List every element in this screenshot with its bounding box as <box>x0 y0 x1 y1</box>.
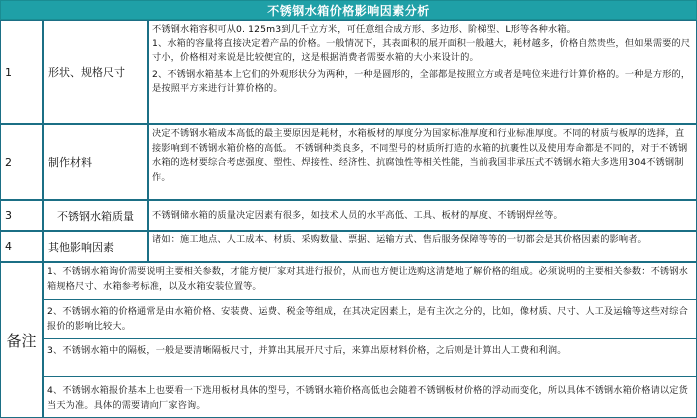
row-content <box>148 20 697 124</box>
table-title: 不锈钢水箱价格影响因素分析 <box>0 0 697 20</box>
row-line: 2、不锈钢水箱基本上它们的外观形状分为两种，一种是圆形的，全部都是按照立方或者是吨位来进行计算价格的。一种是方形的，是按照平方来进行计算价格的。 <box>152 69 691 94</box>
row-number: 4 <box>0 231 43 262</box>
row-line: 不锈钢水箱容积可从0. 125m3到几千立方米，可任意组合成方形、多边形、阶梯型、L形等各种水箱。 <box>152 24 576 35</box>
note-item: 3、不锈钢水箱中的隔板，一般是要清晰隔板尺寸，并算出其展开尺寸后，来算出原材料价格，之后则是计算出人工费和利润。 <box>43 338 697 377</box>
row-content: 决定不锈钢水箱成本高低的最主要原因是耗材，水箱板材的厚度分为国家标准厚度和行业标准厚度。不同的材质与板厚的选择，直接影响到不锈钢水箱价格的高低。 不锈钢种类良多，不同型号的材质所打造的水箱的抗裹性以及使用寿命都是不同的，对于不锈钢水箱的选材要综合考虑强度、塑性、焊接性、经济性、抗腐蚀性等相关性能，当前我国非承压式不锈钢水箱大多选用304不锈钢制作。 <box>148 124 697 200</box>
row-content: 不锈钢储水箱的质量决定因素有很多，如技术人员的水平高低、工具、板材的厚度、不锈钢焊丝等。 <box>148 200 697 231</box>
row-number: 2 <box>0 124 43 200</box>
row-label: 其他影响因素 <box>43 231 148 262</box>
notes-list <box>43 262 697 418</box>
row-label: 形状、规格尺寸 <box>43 20 148 124</box>
row-number: 3 <box>0 200 43 231</box>
row-label: 制作材料 <box>43 124 148 200</box>
row-number: 1 <box>0 20 43 124</box>
note-item: 2、不锈钢水箱的价格通常是由水箱价格、安装费、运费、税金等组成，在其决定因素上，是有主次之分的，比如，像材质、尺寸、人工及运输等这些对综合报价的影响比较大。 <box>43 299 697 339</box>
note-item: 4、不锈钢水箱报价基本上也要看一下选用板材具体的型号，不锈钢水箱价格高低也会随着不锈钢板材价格的浮动而变化，所以具体不锈钢水箱价格请以定货当天为准。具体的需要请向厂家咨询。 <box>43 376 697 418</box>
row-label: 不锈钢水箱质量 <box>43 200 148 231</box>
row-line: 1、水箱的容量将直接决定着产品的价格。一般情况下，其表面积的展开面积一般越大，耗材越多，价格自然贵些，但如果需要的尺寸小，价格相对来说是比较便宜的，这是根据消费者需要水箱的大小来设计的。 <box>152 38 691 63</box>
note-item: 1、不锈钢水箱询价需要说明主要相关参数，才能方便厂家对其进行报价，从而也方便让选购这清楚地了解价格的组成。必须说明的主要相关参数：不锈钢水箱规格尺寸、水箱参考标准，以及水箱安装位置等。 <box>43 262 697 300</box>
notes-label: 备注 <box>0 262 43 418</box>
row-content: 诸如：施工地点、人工成本、材质、采购数量、票据、运输方式、售后服务保障等等的一切都会是其价格因素的影响者。 <box>148 231 697 262</box>
